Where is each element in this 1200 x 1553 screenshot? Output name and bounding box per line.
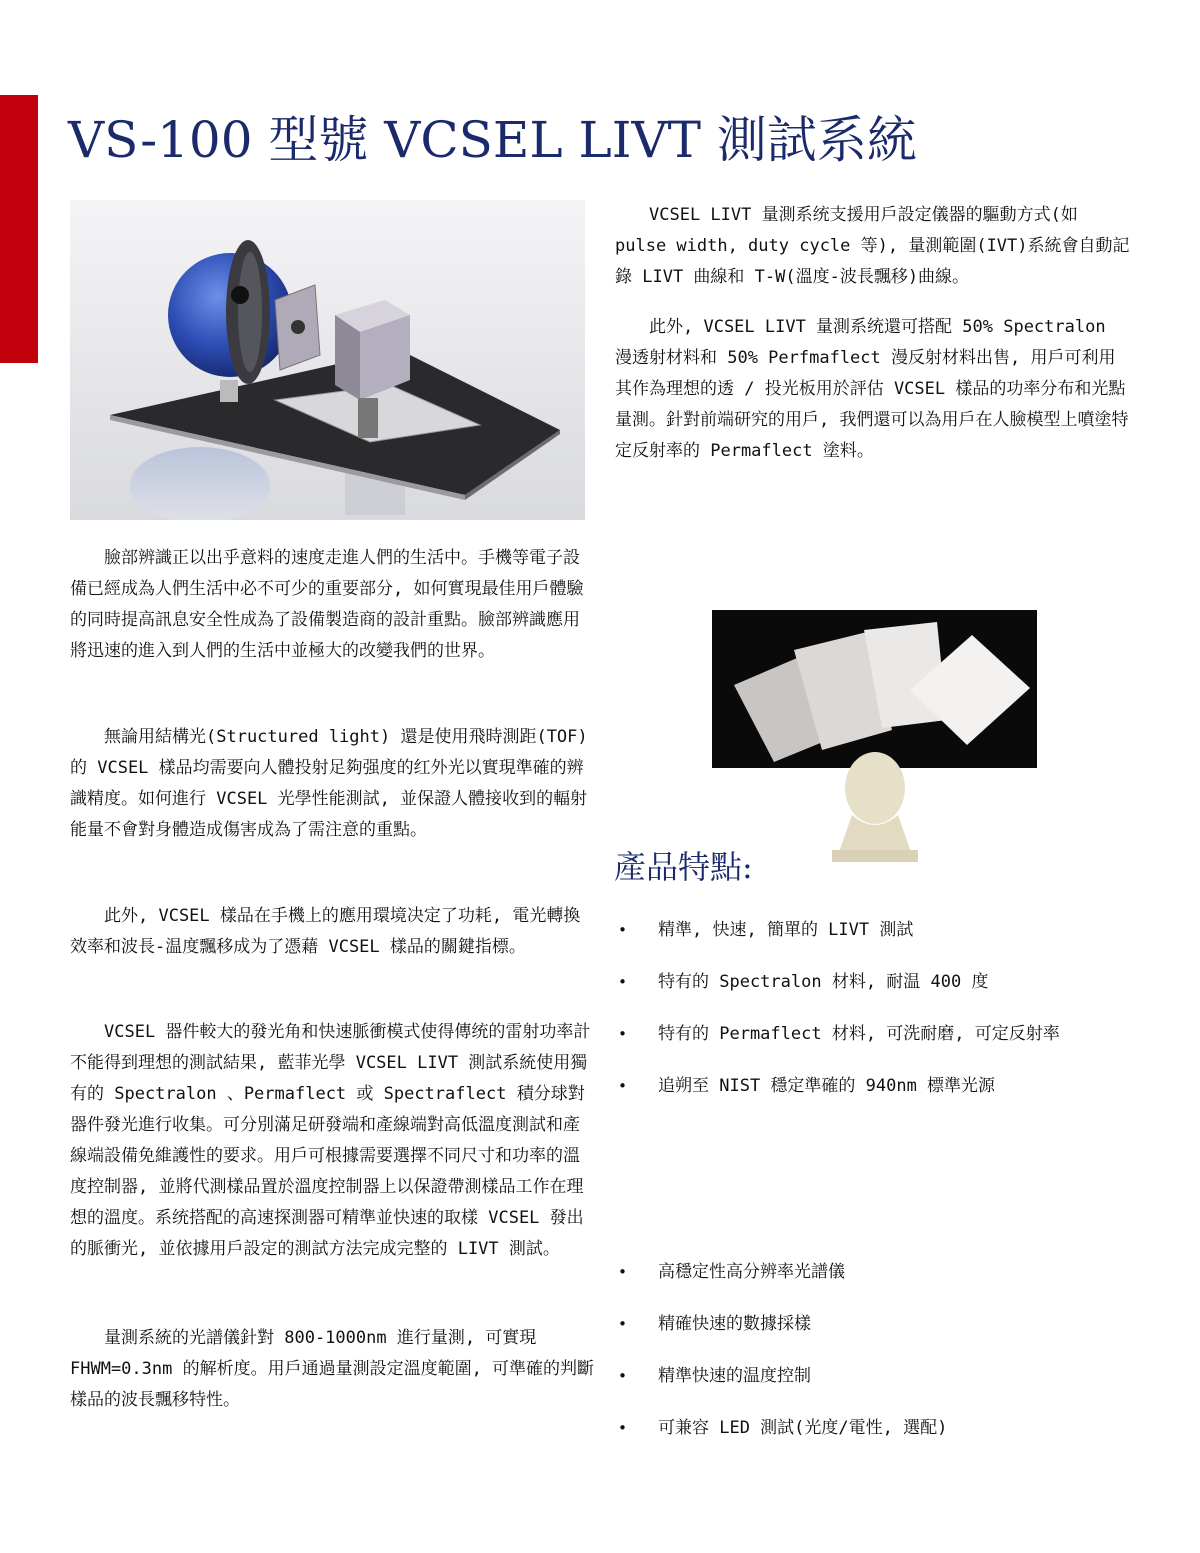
bullet-icon: • [618, 921, 628, 939]
body-paragraph-5: 量測系統的光譜儀針對 800-1000nm 進行量測, 可實現 FHWM=0.3nm 的解析度。用戶通過量測設定溫度範圍, 可準確的判斷樣品的波長飄移特性。 [70, 1328, 595, 1410]
features-list-2 [614, 1257, 1154, 1465]
bullet-icon: • [618, 1263, 628, 1281]
page-title: VS-100 型號 VCSEL LIVT 測試系統 [68, 111, 917, 169]
feature-item [614, 1309, 1154, 1361]
feature-item [614, 1361, 1154, 1413]
body-paragraph-3: 此外, VCSEL 樣品在手機上的應用環境决定了功耗, 電光轉換效率和波長-温度飄移成为了憑藉 VCSEL 樣品的關鍵指標。 [70, 906, 581, 957]
feature-item [614, 1257, 1154, 1309]
feature-text: 特有的 Permaflect 材料, 可洗耐磨, 可定反射率 [658, 1024, 1060, 1044]
feature-item [614, 967, 1154, 1019]
spectralon-tiles-photo [712, 610, 1037, 865]
bullet-icon: • [618, 1025, 628, 1043]
feature-text: 精準, 快速, 簡單的 LIVT 測試 [658, 920, 914, 940]
feature-item [614, 1019, 1154, 1071]
body-paragraph-2: 無論用結構光(Structured light) 還是使用飛時測距(TOF) 的 VCSEL 樣品均需要向人體投射足夠强度的红外光以實現準確的辨識精度。如何進行 VCSEL 光學性能測試, 並保證人體接收到的輻射能量不會對身體造成傷害成為了需注意的重點。 [70, 727, 588, 840]
livt-system-photo [70, 200, 585, 520]
bullet-icon: • [618, 1419, 628, 1437]
feature-item [614, 1413, 1154, 1465]
intro-paragraph-2: 此外, VCSEL LIVT 量測系统還可搭配 50% Spectralon 漫透射材料和 50% Perfmaflect 漫反射材料出售, 用戶可利用其作為理想的透 / 投光板用於評估 VCSEL 樣品的功率分布和光點量測。針對前端研究的用戶, 我們還可以為用戶在人臉模型上噴塗特定反射率的 Permaflect 塗料。 [615, 317, 1129, 461]
feature-item [614, 915, 1154, 967]
features-heading: 產品特點: [614, 848, 753, 886]
intro-paragraph-1: VCSEL LIVT 量測系统支援用戶設定儀器的驅動方式(如 pulse width, duty cycle 等), 量測範圍(IVT)系統會自動記錄 LIVT 曲線和 T-W(溫度-波長飄移)曲線。 [615, 205, 1130, 287]
feature-text: 可兼容 LED 測試(光度/電性, 選配) [658, 1418, 948, 1438]
body-paragraph-4: VCSEL 器件較大的發光角和快速脈衝模式使得傳统的雷射功率計不能得到理想的測試結果, 藍菲光學 VCSEL LIVT 測試系統使用獨有的 Spectralon 、Permaflect 或 Spectraflect 積分球對器件發光進行收集。可分別滿足研發端和產線端對高低溫度測試和產線端設備免維護性的要求。用戶可根據需要選擇不同尺寸和功率的溫度控制器, 並將代測樣品置於溫度控制器上以保證帶測樣品工作在理想的溫度。系统搭配的高速探測器可精準並快速的取樣 VCSEL 發出的脈衝光, 並依據用戶設定的測試方法完成完整的 LIVT 測試。 [70, 1022, 591, 1259]
feature-item [614, 1071, 1154, 1123]
bullet-icon: • [618, 973, 628, 991]
bullet-icon: • [618, 1367, 628, 1385]
red-accent-bar [0, 95, 38, 363]
body-paragraph-1: 臉部辨識正以出乎意料的速度走進人們的生活中。手機等電子設備已經成為人們生活中必不可少的重要部分, 如何實現最佳用戶體驗的同時提高訊息安全性成為了設備製造商的設計重點。臉部辨識應用將迅速的進入到人們的生活中並極大的改變我們的世界。 [70, 548, 584, 661]
bullet-icon: • [618, 1077, 628, 1095]
feature-text: 追朔至 NIST 穩定準確的 940nm 標準光源 [658, 1076, 996, 1096]
feature-text: 高穩定性高分辨率光譜儀 [658, 1262, 845, 1282]
bullet-icon: • [618, 1315, 628, 1333]
feature-text: 精確快速的數據採樣 [658, 1314, 811, 1334]
feature-text: 特有的 Spectralon 材料, 耐温 400 度 [658, 972, 989, 992]
feature-text: 精準快速的温度控制 [658, 1366, 811, 1386]
features-list-1 [614, 915, 1154, 1123]
